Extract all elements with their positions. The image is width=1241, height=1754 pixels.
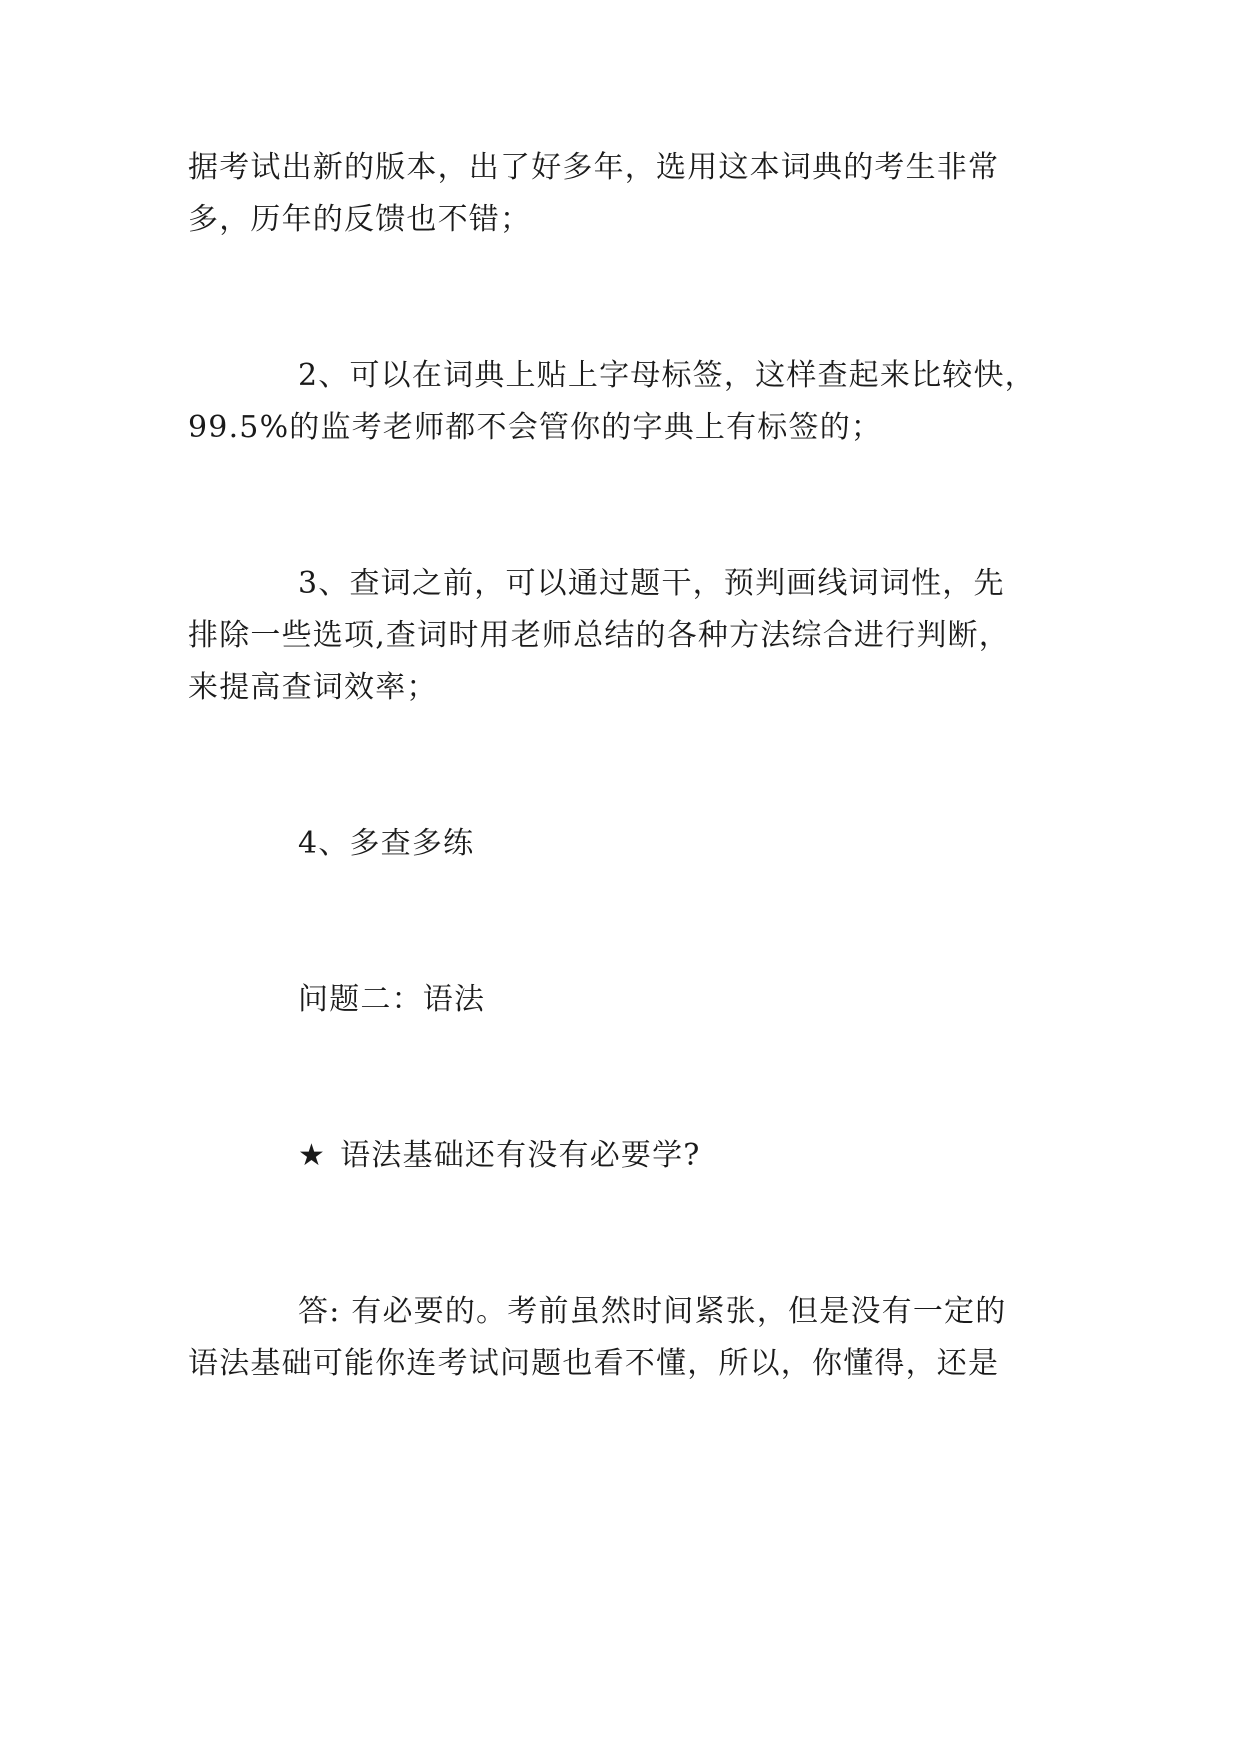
paragraph-3-line-1: 3、查词之前，可以通过题干，预判画线词词性，先 (298, 566, 1005, 601)
paragraph-1-line-2: 多，历年的反馈也不错； (188, 202, 532, 237)
paragraph-4-line-1: 4、多查多练 (298, 826, 475, 861)
answer-line-2: 语法基础可能你连考试问题也看不懂，所以，你懂得，还是 (188, 1346, 1000, 1381)
star-icon: ★ (298, 1138, 327, 1173)
answer-line-1: 答: 有必要的。考前虽然时间紧张，但是没有一定的 (298, 1294, 1007, 1329)
paragraph-3-line-2: 排除一些选项,查词时用老师总结的各种方法综合进行判断， (188, 618, 1010, 653)
question-text: 语法基础还有没有必要学? (340, 1138, 701, 1173)
question-line (298, 1136, 1178, 1176)
paragraph-3-line-3: 来提高查词效率； (188, 670, 438, 705)
paragraph-2-line-1: 2、可以在词典上贴上字母标签，这样查起来比较快， (298, 358, 1036, 393)
paragraph-2-line-2: 99.5%的监考老师都不会管你的字典上有标签的； (188, 410, 883, 445)
paragraph-1-line-1: 据考试出新的版本，出了好多年，选用这本词典的考生非常 (188, 150, 1000, 185)
section-heading: 问题二：语法 (298, 982, 486, 1017)
